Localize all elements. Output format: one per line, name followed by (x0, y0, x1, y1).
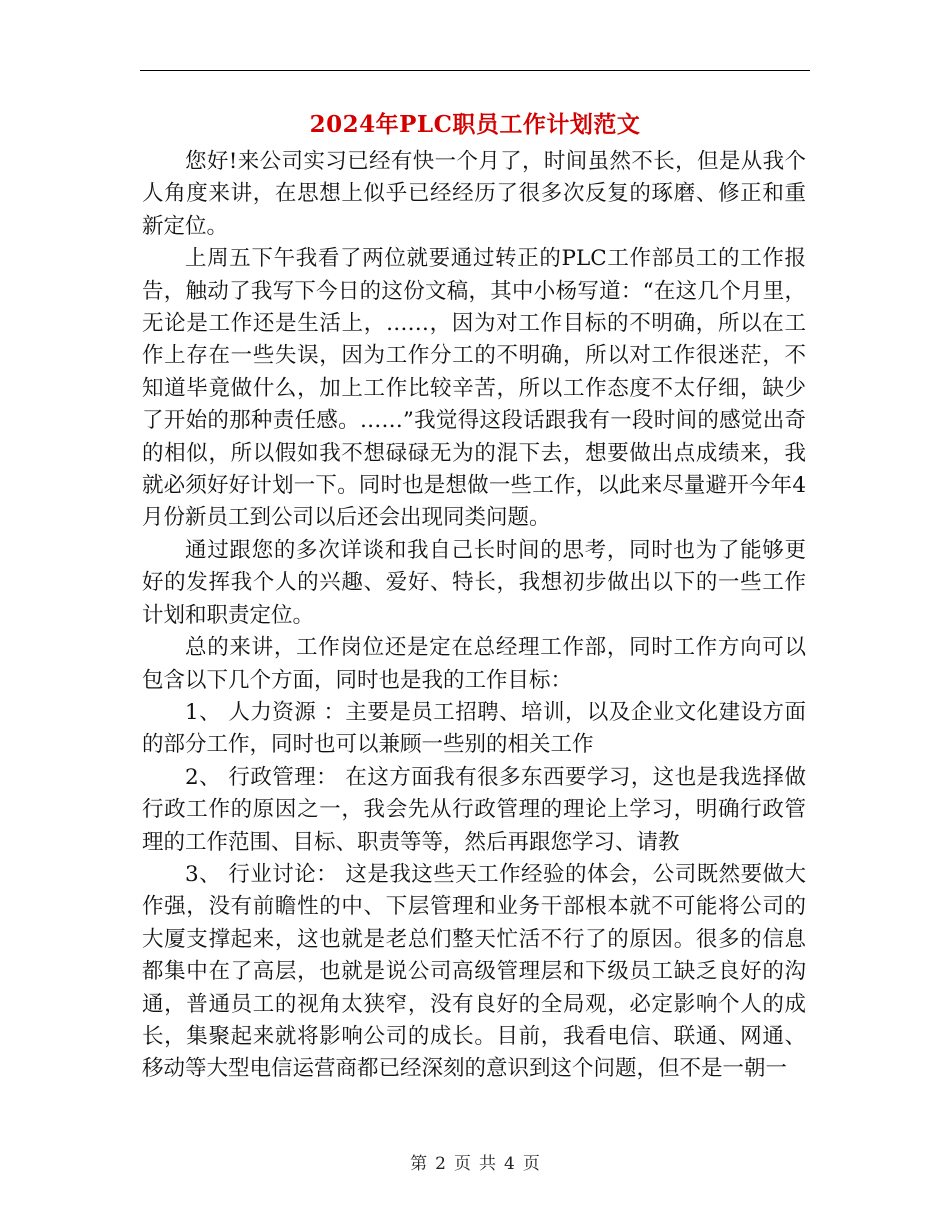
list-item-industry: 3、 行业讨论： 这是我这些天工作经验的体会，公司既然要做大作强，没有前瞻性的中、下层管理和业务干部根本就不可能将公司的大厦支撑起来，这也就是老总们整天忙活不行了的原因。很多的信息都集中在了高层，也就是说公司高级管理层和下级员工缺乏良好的沟通，普通员工的视角太狭窄，没有良好的全局观，必定影响个人的成长，集聚起来就将影响公司的成长。目前，我看电信、联通、网通、移动等大型电信运营商都已经深刻的意识到这个问题，但不是一朝一 (142, 861, 806, 1082)
footer-total-pages: 4 (504, 1154, 515, 1174)
footer-suffix: 页 (522, 1154, 540, 1174)
paragraph-2: 上周五下午我看了两位就要通过转正的PLC工作部员工的工作报告，触动了我写下今日的这份文稿，其中小杨写道：“在这几个月里，无论是工作还是生活上，……，因为对工作目标的不明确，所以在工作上存在一些失误，因为工作分工的不明确，所以对工作很迷茫，不知道毕竟做什么，加上工作比较辛苦，所以工作态度不太仔细，缺少了开始的那种责任感。……”我觉得这段话跟我有一段时间的感觉出奇的相似，所以假如我不想碌碌无为的混下去，想要做出点成绩来，我就必须好好计划一下。同时也是想做一些工作，以此来尽量避开今年4月份新员工到公司以后还会出现同类问题。 (142, 246, 806, 531)
document-body (142, 146, 806, 1086)
paragraph-1: 您好!来公司实习已经有快一个月了，时间虽然不长，但是从我个人角度来讲，在思想上似乎已经经历了很多次反复的琢磨、修正和重新定位。 (142, 149, 806, 239)
page-footer (0, 1152, 950, 1176)
footer-prefix: 第 (410, 1154, 428, 1174)
document-title: 2024年PLC职员工作计划范文 (309, 111, 641, 138)
footer-total-prefix: 共 (479, 1154, 496, 1174)
paragraph-4: 总的来讲，工作岗位还是定在总经理工作部，同时工作方向可以包含以下几个方面，同时也是我的工作目标： (142, 635, 806, 693)
list-item-hr: 1、 人力资源 ：主要是员工招聘、培训，以及企业文化建设方面的部分工作，同时也可以兼顾一些别的相关工作 (142, 699, 806, 758)
footer-current-page: 2 (435, 1154, 446, 1174)
header-rule (140, 70, 810, 71)
footer-page-word: 页 (454, 1154, 471, 1174)
paragraph-3: 通过跟您的多次详谈和我自己长时间的思考，同时也为了能够更好的发挥我个人的兴趣、爱好、特长，我想初步做出以下的一些工作计划和职责定位。 (142, 537, 806, 628)
list-item-admin: 2、 行政管理： 在这方面我有很多东西要学习，这也是我选择做行政工作的原因之一，我会先从行政管理的理论上学习，明确行政管理的工作范围、目标、职责等等，然后再跟您学习、请教 (142, 764, 806, 855)
